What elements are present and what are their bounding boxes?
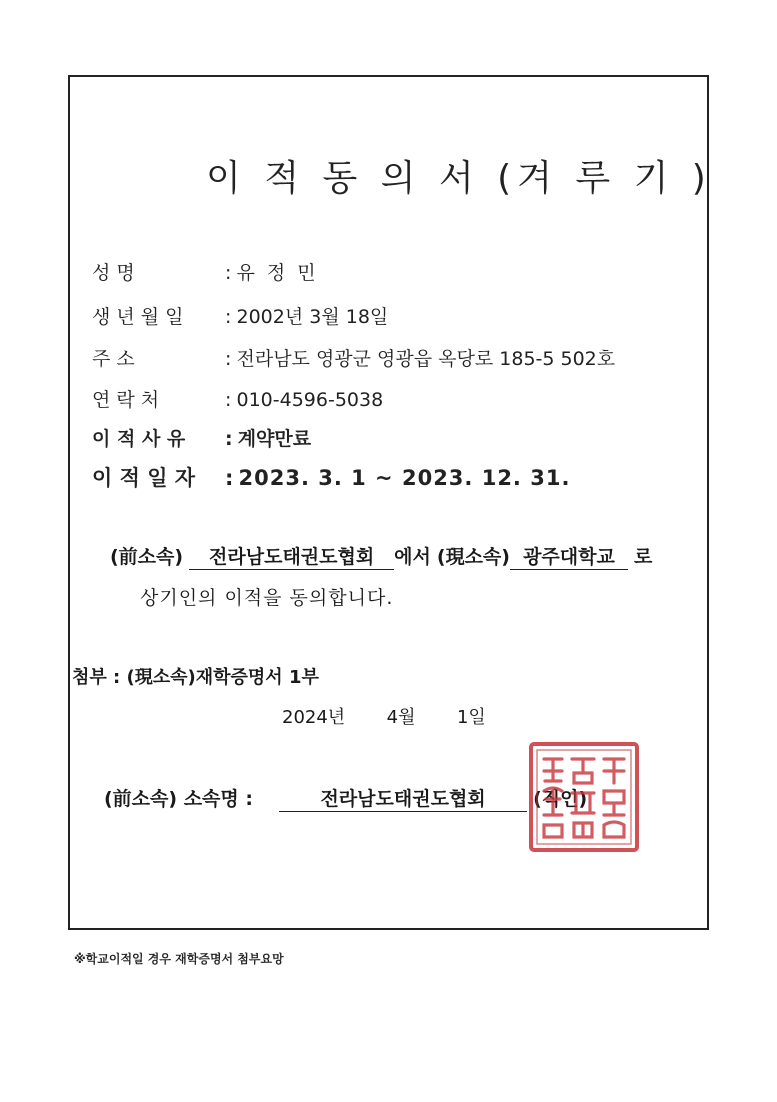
field-reason-row — [92, 424, 311, 451]
field-name-row — [92, 258, 319, 285]
field-label: 이 적 일 자 — [92, 466, 196, 490]
consent-line — [110, 542, 652, 570]
field-value-reason: 계약만료 — [237, 428, 312, 450]
date-month: 4월 — [386, 707, 416, 728]
from-text: 에서 — [394, 546, 431, 568]
field-separator: : — [225, 306, 232, 328]
field-label: 이 적 사 유 — [92, 428, 186, 450]
to-text: 로 — [634, 546, 653, 568]
field-birth-row — [92, 302, 388, 329]
curr-org-label: (現소속) — [436, 546, 510, 568]
issue-date — [282, 703, 486, 729]
prev-org-name: 전라남도태권도협회 — [189, 542, 394, 570]
consent-statement: 상기인의 이적을 동의합니다. — [140, 587, 394, 609]
field-label: 성 명 — [92, 262, 135, 284]
field-separator: : — [225, 262, 232, 284]
curr-org-name: 광주대학교 — [510, 542, 628, 570]
signature-org-name: 전라남도태권도협회 — [279, 784, 527, 812]
field-label: 연 락 처 — [92, 389, 160, 411]
seal-label: (직인) — [533, 788, 588, 810]
date-year: 2024년 — [282, 707, 346, 728]
official-seal-stamp — [528, 741, 640, 853]
field-value-birth: 2002년 3월 18일 — [236, 306, 389, 328]
date-day: 1일 — [456, 707, 486, 728]
document-title: 이 적 동 의 서 (겨 루 기 ) — [206, 158, 712, 199]
field-value-transfer-date: 2023. 3. 1 ~ 2023. 12. 31. — [238, 466, 571, 490]
field-value-contact: 010-4596-5038 — [236, 389, 384, 411]
attachment-note: 첨부 : (現소속)재학증명서 1부 — [72, 667, 319, 688]
field-label: 생 년 월 일 — [92, 306, 184, 328]
signature-line — [104, 784, 587, 812]
field-label: 주 소 — [92, 348, 135, 370]
field-separator: : — [225, 389, 232, 411]
field-value-name: 유 정 민 — [236, 262, 319, 284]
footnote: ※학교이적일 경우 재학증명서 첨부요망 — [74, 952, 284, 966]
field-value-address: 전라남도 영광군 영광읍 옥당로 185-5 502호 — [236, 348, 616, 370]
field-separator: : — [225, 466, 234, 490]
field-address-row — [92, 344, 615, 371]
field-transfer-date-row — [92, 462, 570, 492]
field-separator: : — [225, 348, 232, 370]
field-contact-row — [92, 385, 383, 412]
prev-org-label: (前소속) — [110, 546, 184, 568]
signature-label: (前소속) 소속명 : — [104, 788, 253, 810]
field-separator: : — [225, 428, 233, 450]
